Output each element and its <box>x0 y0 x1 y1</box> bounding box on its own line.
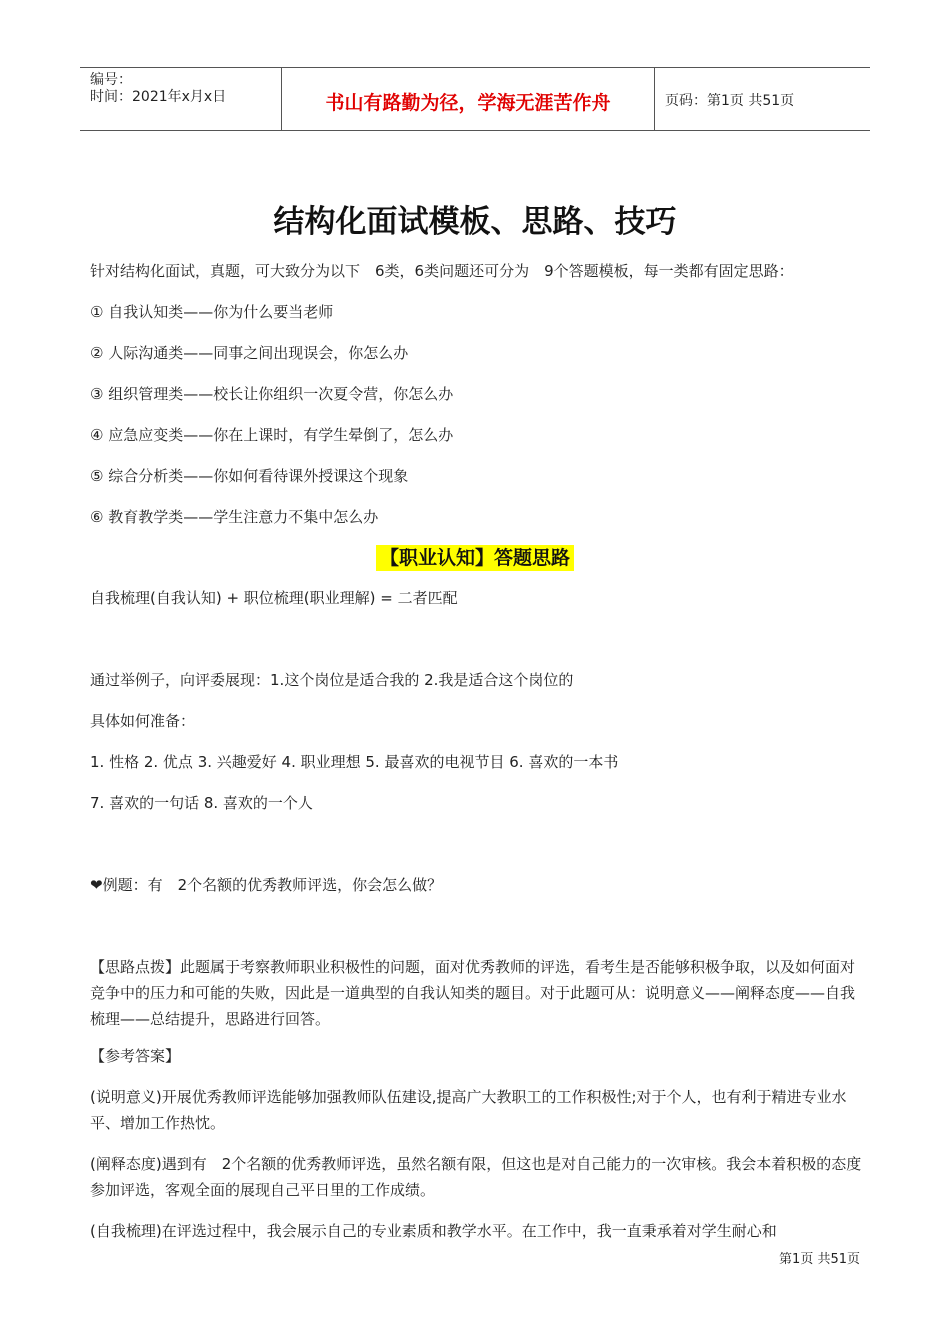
section-heading <box>0 543 950 570</box>
section-heading-text: 【职业认知】答题思路 <box>376 545 574 571</box>
page-info: 页码：第1页 共51页 <box>665 93 795 109</box>
number-label: 编号： <box>90 72 132 88</box>
document-title: 结构化面试模板、思路、技巧 <box>273 204 677 240</box>
category-item: ② 人际沟通类——同事之间出现误会，你怎么办 <box>90 344 409 362</box>
answer-paragraph-1: (说明意义)开展优秀教师评选能够加强教师队伍建设,提高广大教职工的工作积极性;对于个人，也有利于精进专业水平、增加工作热忱。 <box>90 1088 847 1132</box>
motto: 书山有路勤为径，学海无涯苦作舟 <box>325 92 611 114</box>
header-left-cell <box>80 68 280 130</box>
header-motto-cell <box>281 68 655 130</box>
formula-line: 自我梳理(自我认知) + 职位梳理(职业理解) = 二者匹配 <box>90 589 458 607</box>
category-item: ⑥ 教育教学类——学生注意力不集中怎么办 <box>90 508 379 526</box>
answer-paragraph-2: (阐释态度)遇到有 2个名额的优秀教师评选，虽然名额有限，但这也是对自己能力的一次审核。我会本着积极的态度参加评选，客观全面的展现自己平日里的工作成绩。 <box>90 1155 862 1199</box>
category-item: ① 自我认知类——你为什么要当老师 <box>90 303 334 321</box>
analysis-paragraph: 【思路点拨】此题属于考察教师职业积极性的问题，面对优秀教师的评选，看考生是否能够积极争取，以及如何面对竞争中的压力和可能的失败，因此是一道典型的自我认知类的题目。对于此题可从：说明意义——阐释态度——自我梳理——总结提升，思路进行回答。 <box>90 958 856 1028</box>
category-item: ③ 组织管理类——校长让你组织一次夏令营，你怎么办 <box>90 385 454 403</box>
prep-list-line-1: 1. 性格 2. 优点 3. 兴趣爱好 4. 职业理想 5. 最喜欢的电视节目 6. 喜欢的一本书 <box>90 753 619 771</box>
intro-paragraph: 针对结构化面试，真题，可大致分为以下 6类，6类问题还可分为 9个答题模板，每一类都有固定思路： <box>90 262 794 280</box>
show-line: 通过举例子，向评委展现：1.这个岗位是适合我的 2.我是适合这个岗位的 <box>90 671 574 689</box>
category-item: ④ 应急应变类——你在上课时，有学生晕倒了，怎么办 <box>90 426 454 444</box>
page-header <box>80 67 870 131</box>
category-item: ⑤ 综合分析类——你如何看待课外授课这个现象 <box>90 467 409 485</box>
header-right-cell <box>655 68 870 130</box>
time-label: 时间：2021年x月x日 <box>90 89 227 105</box>
answer-label: 【参考答案】 <box>90 1047 181 1065</box>
prep-list-line-2: 7. 喜欢的一句话 8. 喜欢的一个人 <box>90 794 313 812</box>
prep-label: 具体如何准备： <box>90 712 196 730</box>
page-footer: 第1页 共51页 <box>779 1252 860 1267</box>
example-question: ❤例题：有 2个名额的优秀教师评选，你会怎么做？ <box>90 876 443 894</box>
answer-paragraph-3: (自我梳理)在评选过程中，我会展示自己的专业素质和教学水平。在工作中，我一直秉承着对学生耐心和 <box>90 1222 777 1240</box>
